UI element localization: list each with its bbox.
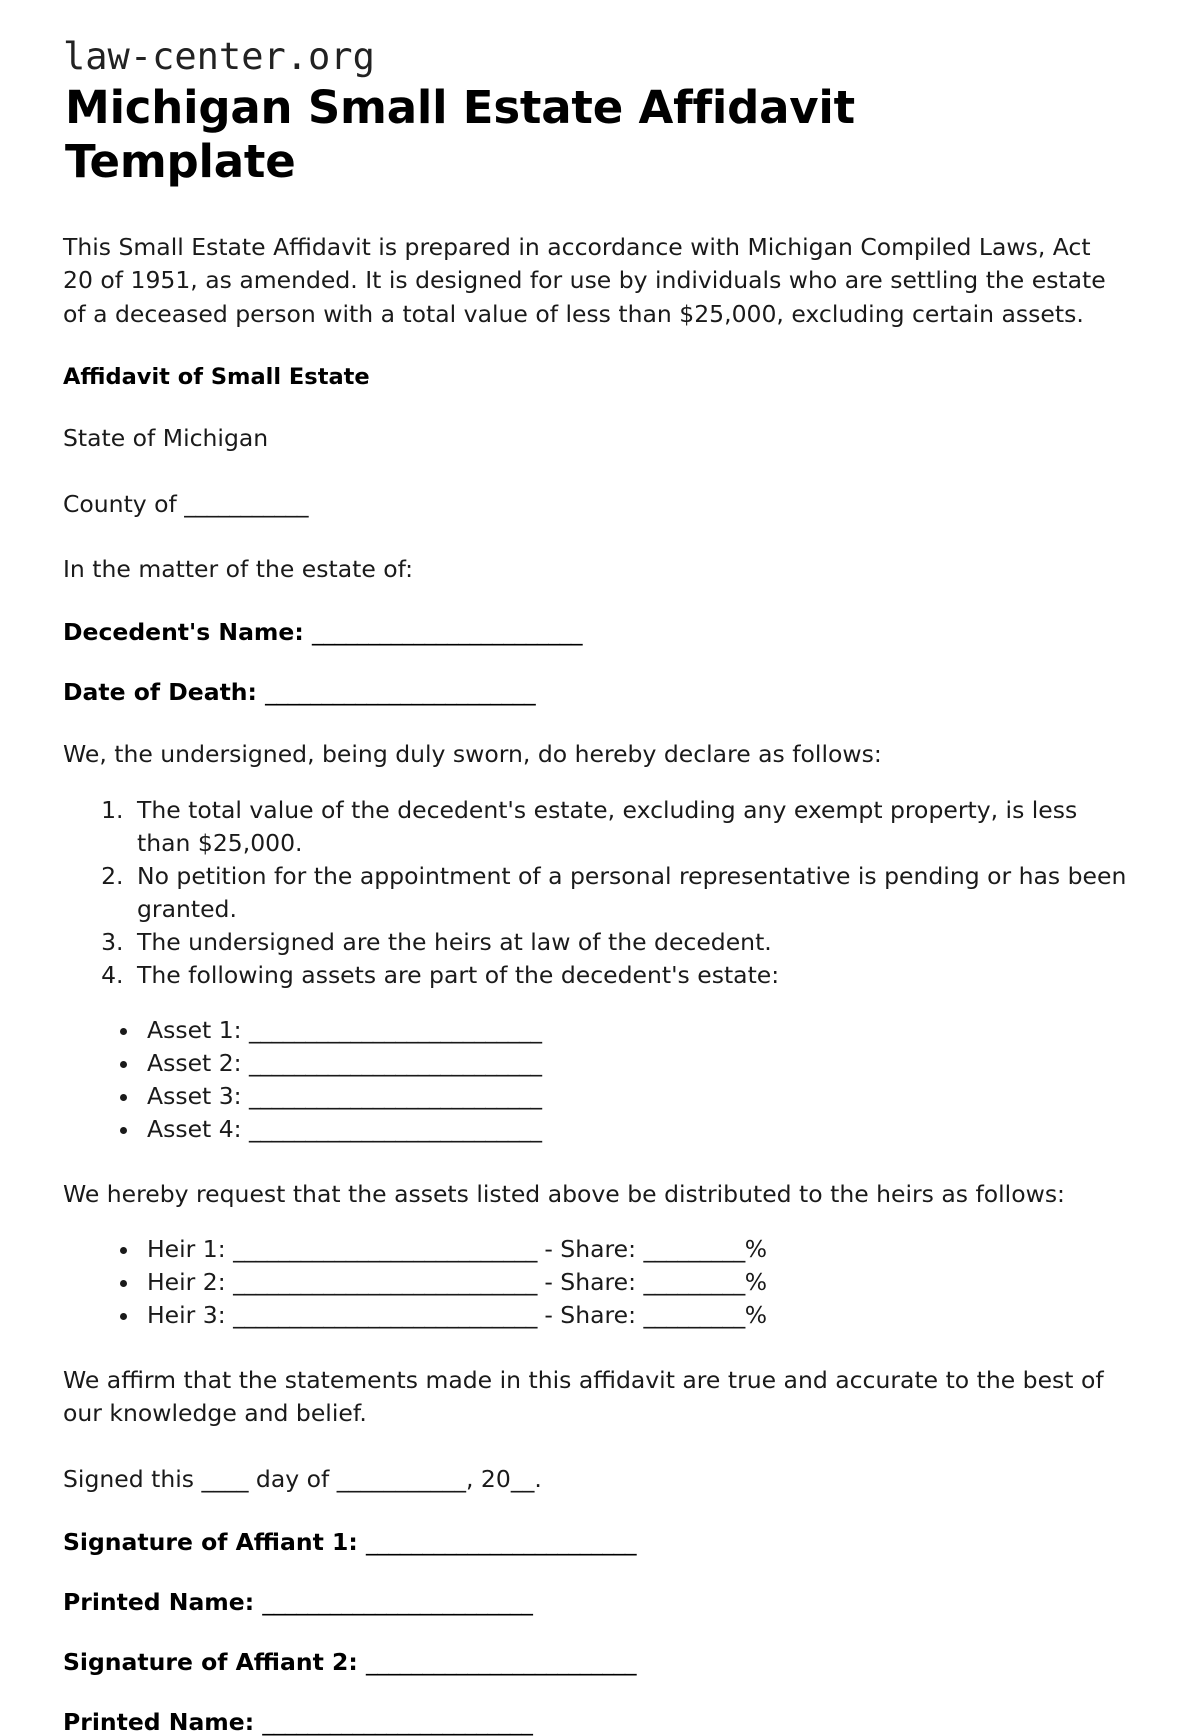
heir-3-share-blank[interactable]: _________ xyxy=(643,1301,745,1330)
page-title: Michigan Small Estate Affidavit Template xyxy=(65,81,855,188)
signature-affiant-1-blank[interactable]: ________________________ xyxy=(365,1528,636,1557)
section-heading-affidavit: Affidavit of Small Estate xyxy=(63,364,370,391)
heir-1-label: Heir 1: xyxy=(147,1235,234,1264)
signature-affiant-2-field xyxy=(63,1648,1129,1676)
list-item xyxy=(141,1047,1129,1080)
signature-affiant-2-blank[interactable]: ________________________ xyxy=(365,1648,636,1677)
signature-affiant-2-label: Signature of Affiant 2: xyxy=(63,1648,366,1677)
date-of-death-field xyxy=(63,678,1129,706)
state-line: State of Michigan xyxy=(63,424,269,453)
printed-name-1-blank[interactable]: ________________________ xyxy=(262,1588,533,1617)
heir-2-share-label: - Share: xyxy=(536,1268,644,1297)
printed-name-1-field xyxy=(63,1588,1129,1616)
heir-2-share-blank[interactable]: _________ xyxy=(643,1268,745,1297)
heir-1-share-label: - Share: xyxy=(536,1235,644,1264)
list-item xyxy=(141,1299,1129,1332)
asset-2-blank[interactable]: __________________________ xyxy=(249,1049,542,1078)
list-item xyxy=(141,1233,1129,1266)
county-line xyxy=(63,488,1129,521)
date-of-death-blank[interactable]: ________________________ xyxy=(265,678,536,707)
county-label: County of xyxy=(63,489,185,518)
heir-1-share-blank[interactable]: _________ xyxy=(643,1235,745,1264)
list-item: 3. The undersigned are the heirs at law of the decedent. xyxy=(131,926,1127,959)
distribution-lead: We hereby request that the assets listed above be distributed to the heirs as follows: xyxy=(63,1179,1065,1208)
list-item xyxy=(141,1113,1129,1146)
decedent-name-label: Decedent's Name: xyxy=(63,618,312,647)
asset-4-blank[interactable]: __________________________ xyxy=(249,1115,542,1144)
signature-affiant-1-label: Signature of Affiant 1: xyxy=(63,1528,366,1557)
printed-name-2-field xyxy=(63,1708,1129,1736)
printed-name-1-label: Printed Name: xyxy=(63,1588,263,1617)
site-logo: law-center.org xyxy=(63,35,375,78)
list-item xyxy=(141,1266,1129,1299)
list-item: 4. The following assets are part of the decedent's estate: xyxy=(131,959,1127,992)
heir-3-name-blank[interactable]: ___________________________ xyxy=(233,1301,537,1330)
heir-1-name-blank[interactable]: ___________________________ xyxy=(233,1235,537,1264)
date-of-death-label: Date of Death: xyxy=(63,678,266,707)
signed-date-line: Signed this ____ day of ___________, 20__. xyxy=(63,1464,542,1493)
printed-name-2-blank[interactable]: ________________________ xyxy=(262,1708,533,1736)
asset-1-label: Asset 1: xyxy=(147,1016,250,1045)
decedent-name-field xyxy=(63,618,1129,646)
heir-3-label: Heir 3: xyxy=(147,1301,234,1330)
list-item xyxy=(141,1080,1129,1113)
heir-2-name-blank[interactable]: ___________________________ xyxy=(233,1268,537,1297)
asset-1-blank[interactable]: __________________________ xyxy=(249,1016,542,1045)
decedent-name-blank[interactable]: ________________________ xyxy=(311,618,582,647)
heir-3-percent-symbol: % xyxy=(744,1301,768,1330)
matter-line: In the matter of the estate of: xyxy=(63,554,413,583)
asset-3-label: Asset 3: xyxy=(147,1082,250,1111)
heir-list xyxy=(63,1233,1129,1332)
heir-2-label: Heir 2: xyxy=(147,1268,234,1297)
asset-list xyxy=(63,1014,1129,1146)
affirmation-paragraph: We affirm that the statements made in this affidavit are true and accurate to the best of our knowledge and belief. xyxy=(63,1365,1104,1428)
asset-2-label: Asset 2: xyxy=(147,1049,250,1078)
declaration-list xyxy=(63,794,1129,993)
list-item: 1. The total value of the decedent's estate, excluding any exempt property, is less than $25,000. xyxy=(131,794,1127,860)
asset-4-label: Asset 4: xyxy=(147,1115,250,1144)
intro-paragraph: This Small Estate Affidavit is prepared in accordance with Michigan Compiled Laws, Act 20 of 1951, as amended. It is designed for use by individuals who are settling the estate of a deceased person with a total value of less than $25,000, excluding certain assets. xyxy=(63,233,1106,328)
declaration-lead: We, the undersigned, being duly sworn, do hereby declare as follows: xyxy=(63,740,882,769)
printed-name-2-label: Printed Name: xyxy=(63,1708,263,1736)
asset-3-blank[interactable]: __________________________ xyxy=(249,1082,542,1111)
county-blank-field[interactable]: ___________ xyxy=(184,489,309,518)
list-item xyxy=(141,1014,1129,1047)
signature-affiant-1-field xyxy=(63,1528,1129,1556)
heir-3-share-label: - Share: xyxy=(536,1301,644,1330)
heir-1-percent-symbol: % xyxy=(744,1235,768,1264)
heir-2-percent-symbol: % xyxy=(744,1268,768,1297)
list-item: 2. No petition for the appointment of a personal representative is pending or has been granted. xyxy=(131,860,1127,926)
